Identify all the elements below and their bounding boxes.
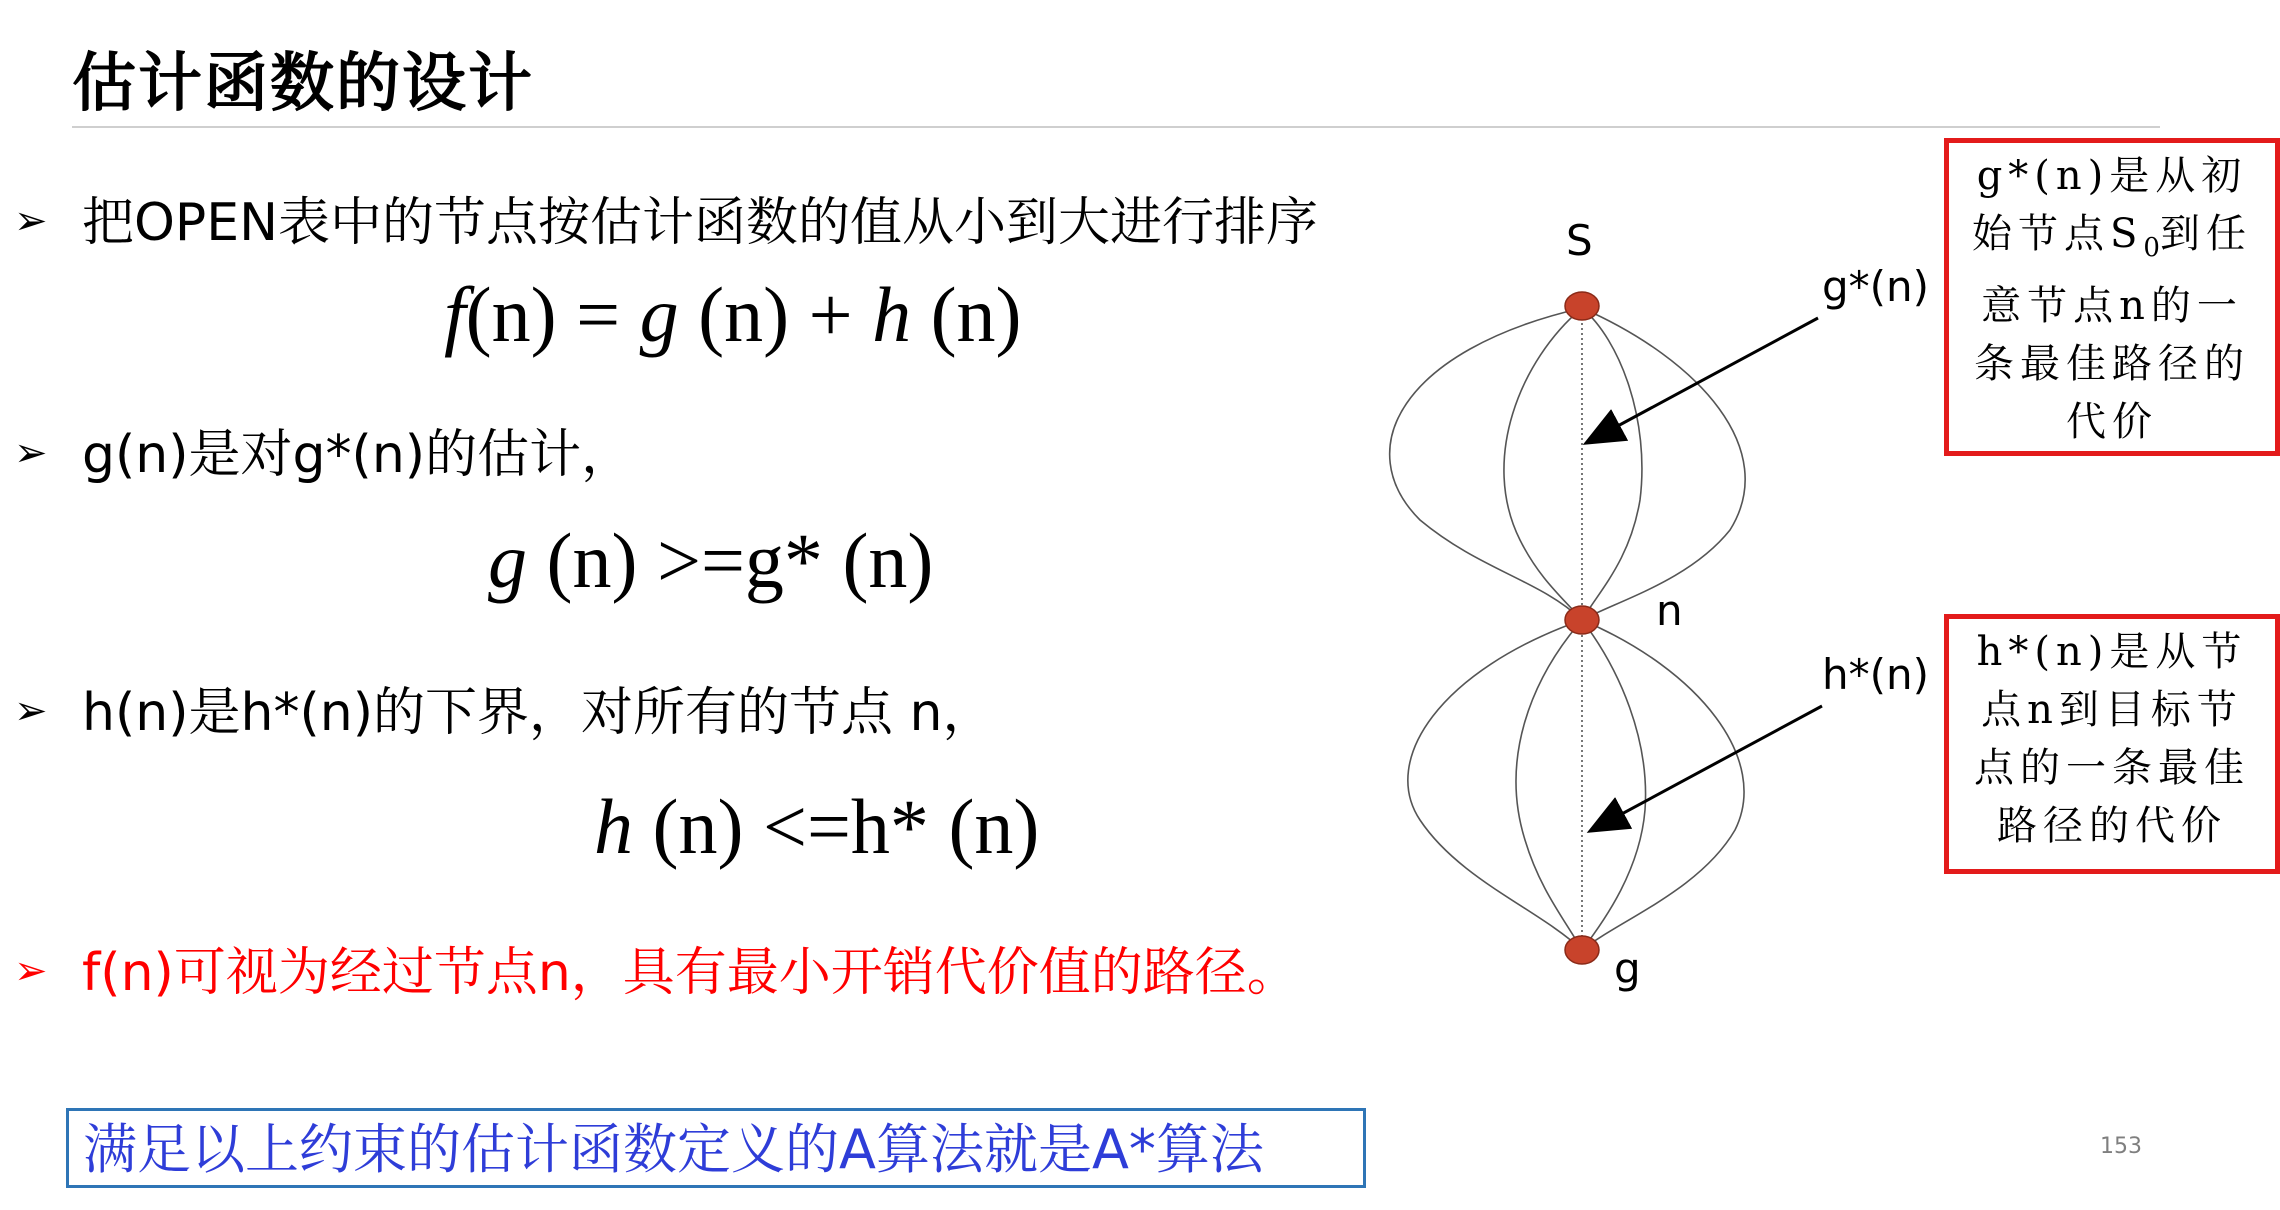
h-star-label: h*(n) (1822, 650, 1930, 699)
formula-h-symbol: h (872, 271, 912, 358)
h-star-definition-box (1944, 614, 2280, 874)
formula-g-arg: (n) (527, 517, 638, 604)
h-star-arrow (1592, 706, 1822, 830)
bullet-3-text: h(n)是h*(n)的下界，对所有的节点 n， (82, 683, 995, 743)
g-star-arrow (1588, 318, 1818, 442)
h-box-line-4: 路径的代价 (1997, 803, 2227, 849)
g-box-line-2-pre: 始节点S (1972, 211, 2144, 257)
path-curves-n-to-g (1408, 620, 1744, 950)
formula-ge-gstar: >=g* (637, 517, 843, 604)
g-box-line-5: 代价 (2066, 399, 2158, 445)
formula-f-arg: (n) (465, 271, 557, 358)
bullet-1-text: 把OPEN表中的节点按估计函数的值从小到大进行排序 (82, 193, 1319, 253)
formula-g-symbol: g (639, 271, 679, 358)
g-box-line-2 (1949, 205, 2275, 277)
formula-h-symbol: h (594, 783, 633, 870)
g-box-subscript: 0 (2143, 233, 2160, 263)
formula-g-arg: (n) (678, 271, 790, 358)
node-g (1565, 936, 1599, 964)
node-s-label: S (1566, 216, 1593, 265)
node-n-label: n (1656, 586, 1683, 635)
formula-equals: = (556, 271, 640, 358)
h-box-line-1: h*(n)是从节 (1976, 629, 2248, 675)
g-star-definition-box (1944, 138, 2280, 456)
path-curves-s-to-n (1390, 308, 1745, 620)
bullet-arrow-icon: ➢ (14, 948, 48, 994)
formula-gstar-arg: (n) (842, 517, 934, 604)
h-box-line-3: 点的一条最佳 (1974, 745, 2250, 791)
g-box-line-4: 条最佳路径的 (1974, 341, 2250, 387)
h-box-line-2: 点n到目标节 (1981, 687, 2243, 733)
formula-h-arg: (n) (911, 271, 1022, 358)
formula-f-symbol: f (444, 271, 466, 358)
page-number: 153 (2100, 1134, 2142, 1159)
g-star-label: g*(n) (1822, 262, 1930, 311)
bullet-4-text: f(n)可视为经过节点n，具有最小开销代价值的路径。 (82, 943, 1299, 1003)
formula-le-hstar: <=h* (743, 783, 949, 870)
conclusion-box: 满足以上约束的估计函数定义的A算法就是A*算法 (66, 1108, 1366, 1188)
bullet-arrow-icon: ➢ (14, 198, 48, 244)
node-g-label: g (1614, 944, 1641, 993)
g-box-line-3: 意节点n的一 (1981, 283, 2243, 329)
formula-plus: + (789, 271, 873, 358)
g-box-line-2-post: 到任 (2159, 211, 2252, 257)
g-box-line-1: g*(n)是从初 (1976, 153, 2248, 199)
formula-g-symbol: g (488, 517, 527, 604)
slide-title: 估计函数的设计 (72, 47, 534, 121)
bullet-arrow-icon: ➢ (14, 688, 48, 734)
bullet-2-text: g(n)是对g*(n)的估计， (82, 425, 634, 485)
node-s (1565, 292, 1599, 320)
bullet-arrow-icon: ➢ (14, 430, 48, 476)
node-n (1565, 606, 1599, 634)
formula-hstar-arg: (n) (948, 783, 1040, 870)
formula-h-arg: (n) (633, 783, 744, 870)
